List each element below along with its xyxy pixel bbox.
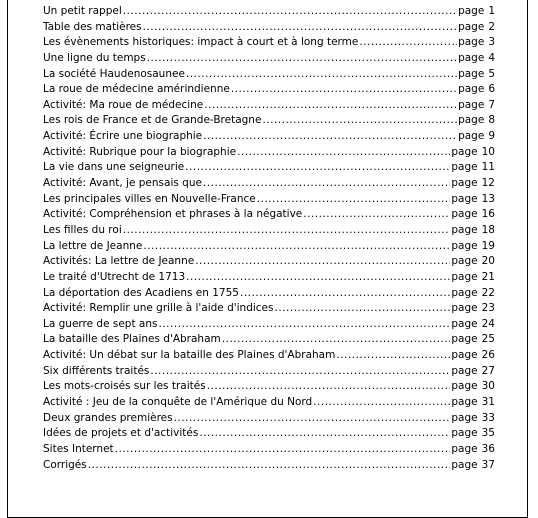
page-number: 27 [481, 364, 495, 377]
page-number: 26 [481, 349, 495, 362]
toc-dot-leader [204, 98, 457, 114]
page-number: 5 [488, 67, 495, 80]
toc-entry [43, 239, 495, 255]
toc-dot-leader [257, 192, 451, 208]
page-label: page [451, 239, 478, 252]
toc-entry-page [458, 82, 495, 98]
page-number: 22 [481, 286, 495, 299]
toc-entry-page [451, 254, 495, 270]
toc-entry-page [451, 145, 495, 161]
toc-entry-page [458, 113, 495, 129]
toc-dot-leader [275, 301, 451, 317]
toc-entry [43, 411, 495, 427]
page-number: 33 [481, 411, 495, 424]
page-number: 18 [481, 223, 495, 236]
toc-entry [43, 301, 495, 317]
toc-entry [43, 4, 495, 20]
toc-dot-leader [222, 332, 451, 348]
toc-entry-title: Les principales villes en Nouvelle-France [43, 192, 256, 205]
toc-dot-leader [231, 82, 457, 98]
toc-entry-page [451, 301, 495, 317]
toc-entry-page [451, 426, 495, 442]
toc-dot-leader [203, 129, 457, 145]
page-label: page [458, 67, 485, 80]
page-number: 36 [481, 442, 495, 455]
page-label: page [451, 302, 478, 315]
toc-entry-page [451, 458, 495, 474]
toc-entry-title: Deux grandes premières [43, 411, 173, 424]
toc-entry-title: Les filles du roi [43, 223, 122, 236]
toc-dot-leader [207, 379, 451, 395]
page-number: 20 [481, 255, 495, 268]
page-label: page [458, 51, 485, 64]
page-label: page [458, 130, 485, 143]
page-number: 7 [488, 98, 495, 111]
toc-entry-title: La roue de médecine amérindienne [43, 83, 230, 96]
toc-entry-page [451, 286, 495, 302]
page-number: 13 [481, 192, 495, 205]
page-number: 16 [481, 208, 495, 221]
toc-entry-page [458, 129, 495, 145]
toc-entry-page [451, 364, 495, 380]
toc-dot-leader [147, 51, 457, 67]
toc-entry-page [451, 332, 495, 348]
toc-entry-page [451, 207, 495, 223]
toc-dot-leader [150, 364, 450, 380]
toc-entry-title: Les rois de France et de Grande-Bretagne [43, 114, 262, 127]
toc-dot-leader [123, 4, 457, 20]
toc-entry [43, 442, 495, 458]
toc-dot-leader [313, 395, 450, 411]
toc-entry-title: Une ligne du temps [43, 51, 146, 64]
page-number: 24 [481, 317, 495, 330]
page-label: page [451, 333, 478, 346]
toc-entry-page [458, 98, 495, 114]
toc-entry-title: Sites Internet [43, 442, 114, 455]
toc-entry-title: Six différents traités [43, 364, 150, 377]
page-label: page [458, 114, 485, 127]
toc-entry [43, 20, 495, 36]
toc-entry-page [458, 4, 495, 20]
page-label: page [451, 427, 478, 440]
toc-entry [43, 67, 495, 83]
toc-entry-title: La guerre de sept ans [43, 317, 158, 330]
page-number: 30 [481, 380, 495, 393]
page-label: page [451, 286, 478, 299]
toc-dot-leader [143, 20, 457, 36]
toc-entry-title: La lettre de Jeanne [43, 239, 143, 252]
page-label: page [458, 20, 485, 33]
toc-entry-page [458, 51, 495, 67]
toc-entry [43, 332, 495, 348]
toc-entry-title: Un petit rappel [43, 5, 122, 17]
toc-entry [43, 395, 495, 411]
toc-entry-page [451, 176, 495, 192]
page-number: 6 [488, 83, 495, 96]
toc-entry-page [451, 192, 495, 208]
toc-entry [43, 192, 495, 208]
toc-entry [43, 145, 495, 161]
toc-dot-leader [262, 113, 457, 129]
toc-entry-title: Activité: Avant, je pensais que [43, 177, 202, 190]
toc-entry-title: Le traité d'Utrecht de 1713 [43, 270, 186, 283]
toc-entry [43, 35, 495, 51]
page-label: page [458, 5, 485, 17]
toc-entry-title: Activité: Un débat sur la bataille des Plaines d'Abraham [43, 349, 336, 362]
toc-entry [43, 176, 495, 192]
toc-entry [43, 364, 495, 380]
page-label: page [451, 442, 478, 455]
page-number: 10 [481, 145, 495, 158]
page-label: page [451, 396, 478, 409]
toc-entry-page [458, 35, 495, 51]
page-number: 19 [481, 239, 495, 252]
toc-entry-page [451, 442, 495, 458]
page-number: 9 [488, 130, 495, 143]
page-label: page [451, 177, 478, 190]
toc-entry-title: Idées de projets et d'activités [43, 427, 199, 440]
toc-entry-title: Activités: La lettre de Jeanne [43, 255, 195, 268]
toc-dot-leader [159, 317, 451, 333]
toc-entry [43, 223, 495, 239]
toc-entry [43, 98, 495, 114]
toc-entry [43, 286, 495, 302]
page-label: page [458, 83, 485, 96]
toc-entry [43, 129, 495, 145]
toc-dot-leader [186, 270, 450, 286]
table-of-contents [43, 4, 495, 473]
toc-entry [43, 348, 495, 364]
page-label: page [451, 145, 478, 158]
page-number: 21 [481, 270, 495, 283]
page-label: page [451, 349, 478, 362]
toc-entry-page [458, 67, 495, 83]
toc-dot-leader [199, 426, 450, 442]
toc-dot-leader [336, 348, 450, 364]
page-number: 8 [488, 114, 495, 127]
toc-entry-title: Les mots-croisés sur les traités [43, 380, 206, 393]
page-label: page [451, 411, 478, 424]
toc-entry-title: La déportation des Acadiens en 1755 [43, 286, 239, 299]
toc-entry-page [451, 317, 495, 333]
toc-dot-leader [115, 442, 451, 458]
page-number: 2 [488, 20, 495, 33]
toc-dot-leader [240, 286, 450, 302]
toc-entry-page [451, 395, 495, 411]
toc-dot-leader [143, 239, 450, 255]
toc-entry [43, 82, 495, 98]
toc-entry [43, 51, 495, 67]
toc-entry-page [451, 348, 495, 364]
toc-entry [43, 270, 495, 286]
page-number: 37 [481, 458, 495, 471]
page-number: 23 [481, 302, 495, 315]
toc-entry-page [451, 411, 495, 427]
toc-dot-leader [195, 254, 450, 270]
toc-entry [43, 317, 495, 333]
toc-entry-page [451, 270, 495, 286]
page-label: page [451, 223, 478, 236]
toc-dot-leader [185, 160, 450, 176]
toc-dot-leader [88, 458, 451, 474]
toc-dot-leader [237, 145, 450, 161]
page-label: page [458, 36, 485, 49]
toc-entry-title: Activité: Compréhension et phrases à la négative [43, 208, 303, 221]
toc-entry-title: La société Haudenosaunee [43, 67, 185, 80]
page-label: page [451, 192, 478, 205]
toc-entry-title: La bataille des Plaines d'Abraham [43, 333, 221, 346]
page-number: 3 [488, 36, 495, 49]
page-label: page [451, 161, 478, 174]
page-label: page [458, 98, 485, 111]
toc-entry [43, 160, 495, 176]
page-label: page [451, 208, 478, 221]
page-number: 1 [488, 5, 495, 17]
toc-entry [43, 379, 495, 395]
toc-entry-title: Table des matières [43, 20, 142, 33]
page-number: 11 [481, 161, 495, 174]
toc-dot-leader [186, 67, 457, 83]
page-label: page [451, 364, 478, 377]
page-number: 31 [481, 396, 495, 409]
toc-entry [43, 207, 495, 223]
toc-entry-title: Activité: Remplir une grille à l'aide d'indices [43, 302, 274, 315]
toc-entry-title: Activité : Jeu de la conquête de l'Amérique du Nord [43, 396, 313, 409]
toc-entry [43, 458, 495, 474]
toc-dot-leader [174, 411, 451, 427]
toc-entry-page [451, 160, 495, 176]
page-number: 35 [481, 427, 495, 440]
page-number: 12 [481, 177, 495, 190]
page-number: 25 [481, 333, 495, 346]
page-label: page [451, 458, 478, 471]
toc-entry-page [451, 239, 495, 255]
toc-entry-title: Activité: Écrire une biographie [43, 130, 203, 143]
page-label: page [451, 255, 478, 268]
page-number: 4 [488, 51, 495, 64]
page-label: page [451, 270, 478, 283]
toc-dot-leader [303, 207, 450, 223]
toc-dot-leader [203, 176, 450, 192]
toc-entry-page [451, 223, 495, 239]
toc-entry-title: La vie dans une seigneurie [43, 161, 185, 174]
toc-entry-title: Corrigés [43, 458, 87, 471]
toc-dot-leader [123, 223, 451, 239]
page-label: page [451, 317, 478, 330]
toc-entry [43, 254, 495, 270]
page-label: page [451, 380, 478, 393]
toc-entry [43, 113, 495, 129]
toc-entry-title: Activité: Ma roue de médecine [43, 98, 204, 111]
toc-entry [43, 426, 495, 442]
toc-entry-page [458, 20, 495, 36]
toc-entry-title: Les évènements historiques: impact à court et à long terme [43, 36, 359, 49]
toc-dot-leader [359, 35, 457, 51]
toc-entry-page [451, 379, 495, 395]
toc-entry-title: Activité: Rubrique pour la biographie [43, 145, 237, 158]
